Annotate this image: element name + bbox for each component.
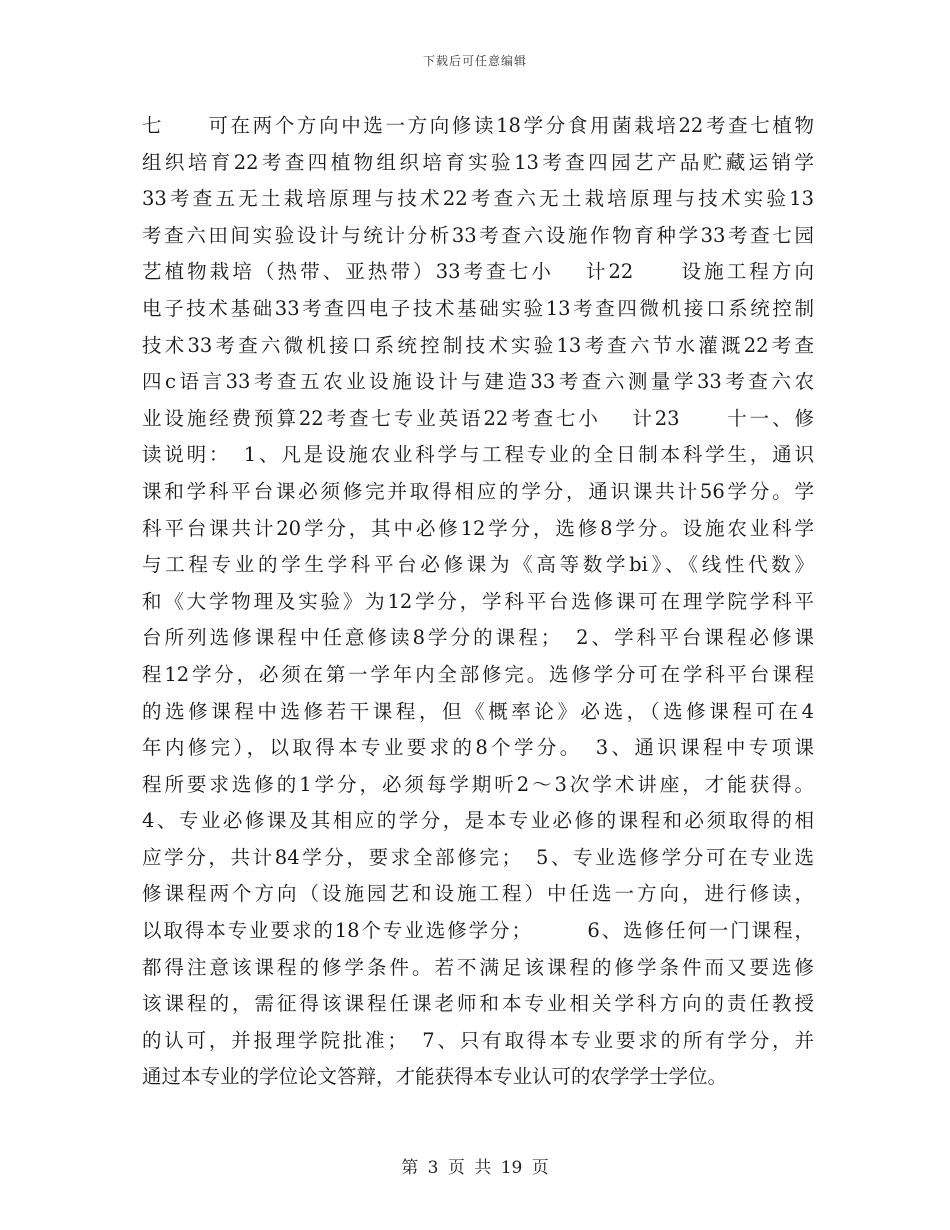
text-line: 与工程专业的学生学科平台必修课为《高等数学bi》、《线性代数》: [142, 553, 814, 577]
text-line: 和《大学物理及实验》为12学分，学科平台选修课可在理学院学科平: [142, 589, 814, 613]
text-line: 以取得本专业要求的18个专业选修学分； 6、选修任何一门课程，: [142, 919, 814, 943]
text-line: 艺植物栽培（热带、亚热带）33考查七小 计22 设施工程方向: [142, 260, 814, 284]
text-line: 年内修完），以取得本专业要求的8个学分。 3、通识课程中专项课: [142, 736, 814, 760]
text-line: 的选修课程中选修若干课程，但《概率论》必选，（选修课程可在4: [142, 699, 814, 723]
text-line: 四c语言33考查五农业设施设计与建造33考查六测量学33考查六农: [142, 370, 814, 394]
text-line: 组织培育22考查四植物组织培育实验13考查四园艺产品贮藏运销学: [142, 150, 814, 174]
body-text: [142, 108, 814, 1096]
text-line: 的认可，并报理学院批准； 7、只有取得本专业要求的所有学分，并: [142, 1028, 814, 1052]
text-line: 程所要求选修的1学分，必须每学期听2～3次学术讲座，才能获得。: [142, 772, 814, 796]
text-line: 程12学分，必须在第一学年内全部修完。选修学分可在学科平台课程: [142, 662, 814, 686]
header-note: 下载后可任意编辑: [422, 54, 527, 68]
text-line: 技术33考查六微机接口系统控制技术实验13考查六节水灌溉22考查: [142, 333, 814, 357]
text-line: 电子技术基础33考查四电子技术基础实验13考查四微机接口系统控制: [142, 296, 814, 320]
text-line: 33考查五无土栽培原理与技术22考查六无土栽培原理与技术实验13: [142, 187, 814, 211]
text-line: 通过本专业的学位论文答辩，才能获得本专业认可的农学学士学位。: [142, 1065, 728, 1089]
text-line: 课和学科平台课必须修完并取得相应的学分，通识课共计56学分。学: [142, 479, 814, 503]
text-line: 科平台课共计20学分，其中必修12学分，选修8学分。设施农业科学: [142, 516, 814, 540]
text-line: 台所列选修课程中任意修读8学分的课程； 2、学科平台课程必修课: [142, 626, 814, 650]
text-line: 考查六田间实验设计与统计分析33考查六设施作物育种学33考查七园: [142, 223, 814, 247]
text-line: 都得注意该课程的修学条件。若不满足该课程的修学条件而又要选修: [142, 955, 814, 979]
text-line: 4、专业必修课及其相应的学分，是本专业必修的课程和必须取得的相: [142, 809, 814, 833]
text-line: 读说明： 1、凡是设施农业科学与工程专业的全日制本科学生，通识: [142, 443, 814, 467]
text-line: 业设施经费预算22考查七专业英语22考查七小 计23 十一、修: [142, 406, 814, 430]
text-line: 修课程两个方向（设施园艺和设施工程）中任选一方向，进行修读，: [142, 882, 814, 906]
text-line: 该课程的，需征得该课程任课老师和本专业相关学科方向的责任教授: [142, 992, 814, 1016]
text-line: 七 可在两个方向中选一方向修读18学分食用菌栽培22考查七植物: [142, 114, 814, 137]
page-number-footer: 第 3 页 共 19 页: [401, 1158, 549, 1178]
text-line: 应学分，共计84学分，要求全部修完； 5、专业选修学分可在专业选: [142, 845, 814, 869]
